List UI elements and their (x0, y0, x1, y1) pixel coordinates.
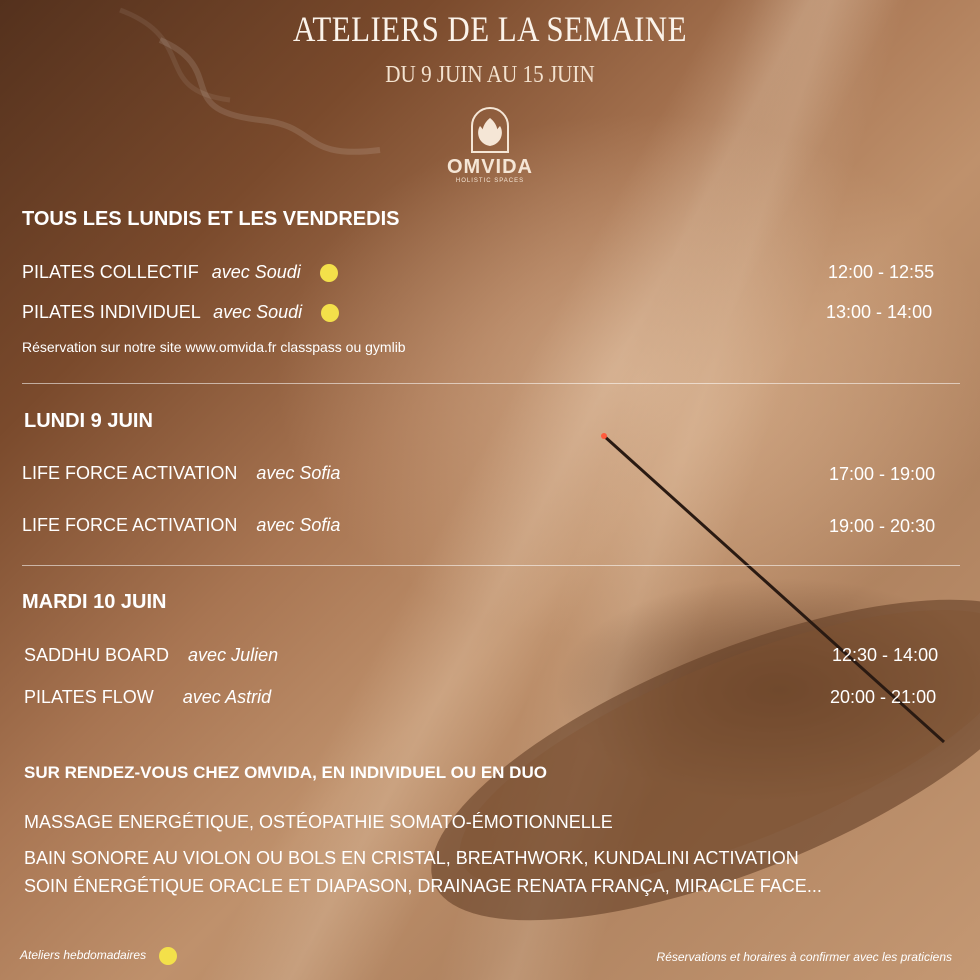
workshop-instructor: avec Sofia (256, 515, 341, 535)
service-line: MASSAGE ENERGÉTIQUE, OSTÉOPATHIE SOMATO-ÉMOTIONNELLE (24, 812, 613, 832)
footer-legend (20, 947, 177, 965)
list-item (24, 645, 278, 666)
list-item (24, 687, 271, 708)
workshop-name: PILATES FLOW (24, 687, 154, 707)
workshop-instructor: avec Soudi (211, 262, 301, 282)
list-item (22, 515, 340, 536)
weekly-dot-icon (321, 304, 339, 322)
divider (22, 565, 960, 566)
omvida-logo (430, 104, 550, 184)
workshop-time: 20:00 - 21:00 (830, 687, 937, 707)
workshop-name: PILATES INDIVIDUEL (22, 302, 201, 322)
workshop-instructor: avec Astrid (182, 687, 272, 707)
workshop-name: LIFE FORCE ACTIVATION (22, 463, 238, 483)
workshop-time: 12:30 - 14:00 (832, 645, 939, 665)
list-item (22, 302, 339, 323)
weekly-dot-icon (320, 264, 338, 282)
page-title: ATELIERS DE LA SEMAINE (293, 9, 687, 49)
workshop-time: 19:00 - 20:30 (829, 516, 936, 536)
appointments-heading: SUR RENDEZ-VOUS CHEZ OMVIDA, EN INDIVIDUEL OU EN DUO (24, 763, 547, 782)
legend-label: Ateliers hebdomadaires (20, 948, 147, 963)
list-item (22, 262, 338, 283)
service-line: BAIN SONORE AU VIOLON OU BOLS EN CRISTAL, BREATHWORK, KUNDALINI ACTIVATION (24, 848, 799, 868)
list-item (22, 463, 340, 484)
page-subtitle: DU 9 JUIN AU 15 JUIN (385, 62, 595, 88)
lotus-icon (468, 104, 512, 154)
logo-name: OMVIDA (447, 156, 533, 178)
weekly-dot-icon (159, 947, 177, 965)
workshop-instructor: avec Soudi (213, 302, 303, 322)
workshop-time: 17:00 - 19:00 (829, 464, 936, 484)
workshop-name: SADDHU BOARD (24, 645, 170, 665)
workshop-time: 12:00 - 12:55 (828, 262, 935, 282)
recurring-heading: TOUS LES LUNDIS ET LES VENDREDIS (22, 208, 400, 230)
workshop-instructor: avec Sofia (256, 463, 341, 483)
workshop-name: LIFE FORCE ACTIVATION (22, 515, 238, 535)
logo-tagline: HOLISTIC SPACES (455, 178, 525, 184)
reservation-note: Réservation sur notre site www.omvida.fr classpass ou gymlib (22, 339, 406, 355)
tuesday-heading: MARDI 10 JUIN (22, 591, 167, 613)
workshop-instructor: avec Julien (188, 645, 279, 665)
monday-heading: LUNDI 9 JUIN (24, 410, 153, 432)
divider (22, 383, 960, 384)
workshop-time: 13:00 - 14:00 (826, 302, 933, 322)
workshop-name: PILATES COLLECTIF (22, 262, 199, 282)
footer-disclaimer: Réservations et horaires à confirmer avec les praticiens (656, 950, 952, 964)
service-line: SOIN ÉNERGÉTIQUE ORACLE ET DIAPASON, DRAINAGE RENATA FRANÇA, MIRACLE FACE... (24, 876, 822, 896)
